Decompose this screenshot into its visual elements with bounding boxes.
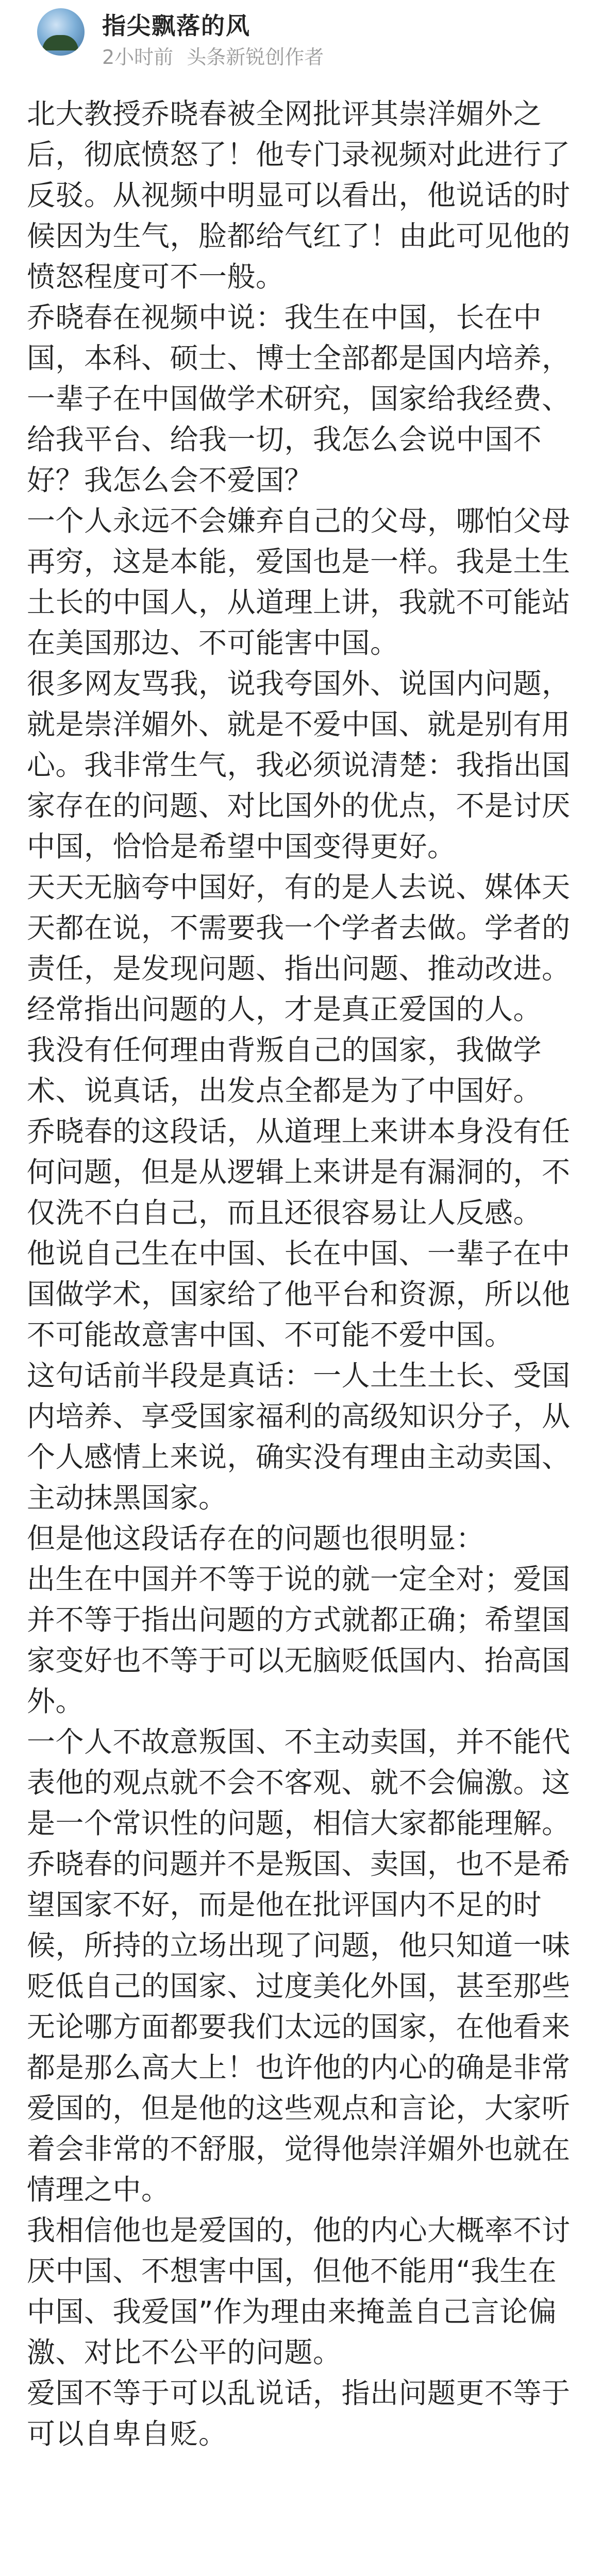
article-paragraph: 爱国不等于可以乱说话，指出问题更不等于可以自卑自贬。	[27, 2377, 571, 2450]
article-paragraph: 但是他这段话存在的问题也很明显：	[27, 1522, 485, 1555]
post-time: 2小时前	[102, 46, 174, 69]
author-badge: 头条新锐创作者	[187, 46, 324, 69]
author-avatar[interactable]	[37, 8, 85, 56]
post-meta	[102, 41, 331, 70]
author-name[interactable]: 指尖飘落的风	[102, 12, 251, 40]
article-paragraph: 北大教授乔晓春被全网批评其崇洋媚外之后，彻底愤怒了！他专门录视频对此进行了反驳。从视频中明显可以看出，他说话的时候因为生气，脸都给气红了！由此可见他的愤怒程度可不一般。	[27, 97, 571, 293]
article-paragraph: 我相信他也是爱国的，他的内心大概率不讨厌中国、不想害中国，但他不能用“我生在中国、我爱国”作为理由来掩盖自己言论偏激、对比不公平的问题。	[27, 2214, 571, 2369]
article-paragraph: 这句话前半段是真话：一人土生土长、受国内培养、享受国家福利的高级知识分子，从个人感情上来说，确实没有理由主动卖国、主动抹黑国家。	[27, 1359, 571, 1514]
article-paragraph: 一个人不故意叛国、不主动卖国，并不能代表他的观点就不会不客观、就不会偏激。这是一个常识性的问题，相信大家都能理解。	[27, 1725, 571, 1840]
article-paragraph: 乔晓春的问题并不是叛国、卖国，也不是希望国家不好，而是他在批评国内不足的时候，所持的立场出现了问题，他只知道一味贬低自己的国家、过度美化外国，甚至那些无论哪方面都要我们太远的国家，在他看来都是那么高大上！也许他的内心的确是非常爱国的，但是他的这些观点和言论，大家听着会非常的不舒服，觉得他崇洋媚外也就在情理之中。	[27, 1848, 571, 2206]
article-paragraph: 很多网友骂我，说我夸国外、说国内问题，就是崇洋媚外、就是不爱中国、就是别有用心。我非常生气，我必须说清楚：我指出国家存在的问题、对比国外的优点，不是讨厌中国，恰恰是希望中国变得更好。	[27, 667, 571, 863]
avatar-scenery	[42, 35, 78, 50]
article-paragraph: 乔晓春的这段话，从道理上来讲本身没有任何问题，但是从逻辑上来讲是有漏洞的，不仅洗不白自己，而且还很容易让人反感。	[27, 1115, 571, 1229]
article-paragraph: 出生在中国并不等于说的就一定全对；爱国并不等于指出问题的方式就都正确；希望国家变好也不等于可以无脑贬低国内、抬高国外。	[27, 1563, 571, 1718]
article-paragraph: 乔晓春在视频中说：我生在中国，长在中国，本科、硕士、博士全部都是国内培养，一辈子在中国做学术研究，国家给我经费、给我平台、给我一切，我怎么会说中国不好？我怎么会不爱国？	[27, 301, 571, 497]
article-body	[27, 94, 576, 2454]
article-paragraph: 他说自己生在中国、长在中国、一辈子在中国做学术，国家给了他平台和资源，所以他不可能故意害中国、不可能不爱中国。	[27, 1237, 571, 1351]
article-paragraph: 一个人永远不会嫌弃自己的父母，哪怕父母再穷，这是本能，爱国也是一样。我是土生土长的中国人，从道理上讲，我就不可能站在美国那边、不可能害中国。	[27, 504, 571, 659]
article-paragraph: 我没有任何理由背叛自己的国家，我做学术、说真话，出发点全都是为了中国好。	[27, 1033, 542, 1107]
post-header	[0, 0, 601, 98]
article-paragraph: 天天无脑夸中国好，有的是人去说、媒体天天都在说，不需要我一个学者去做。学者的责任，是发现问题、指出问题、推动改进。经常指出问题的人，才是真正爱国的人。	[27, 871, 571, 1026]
